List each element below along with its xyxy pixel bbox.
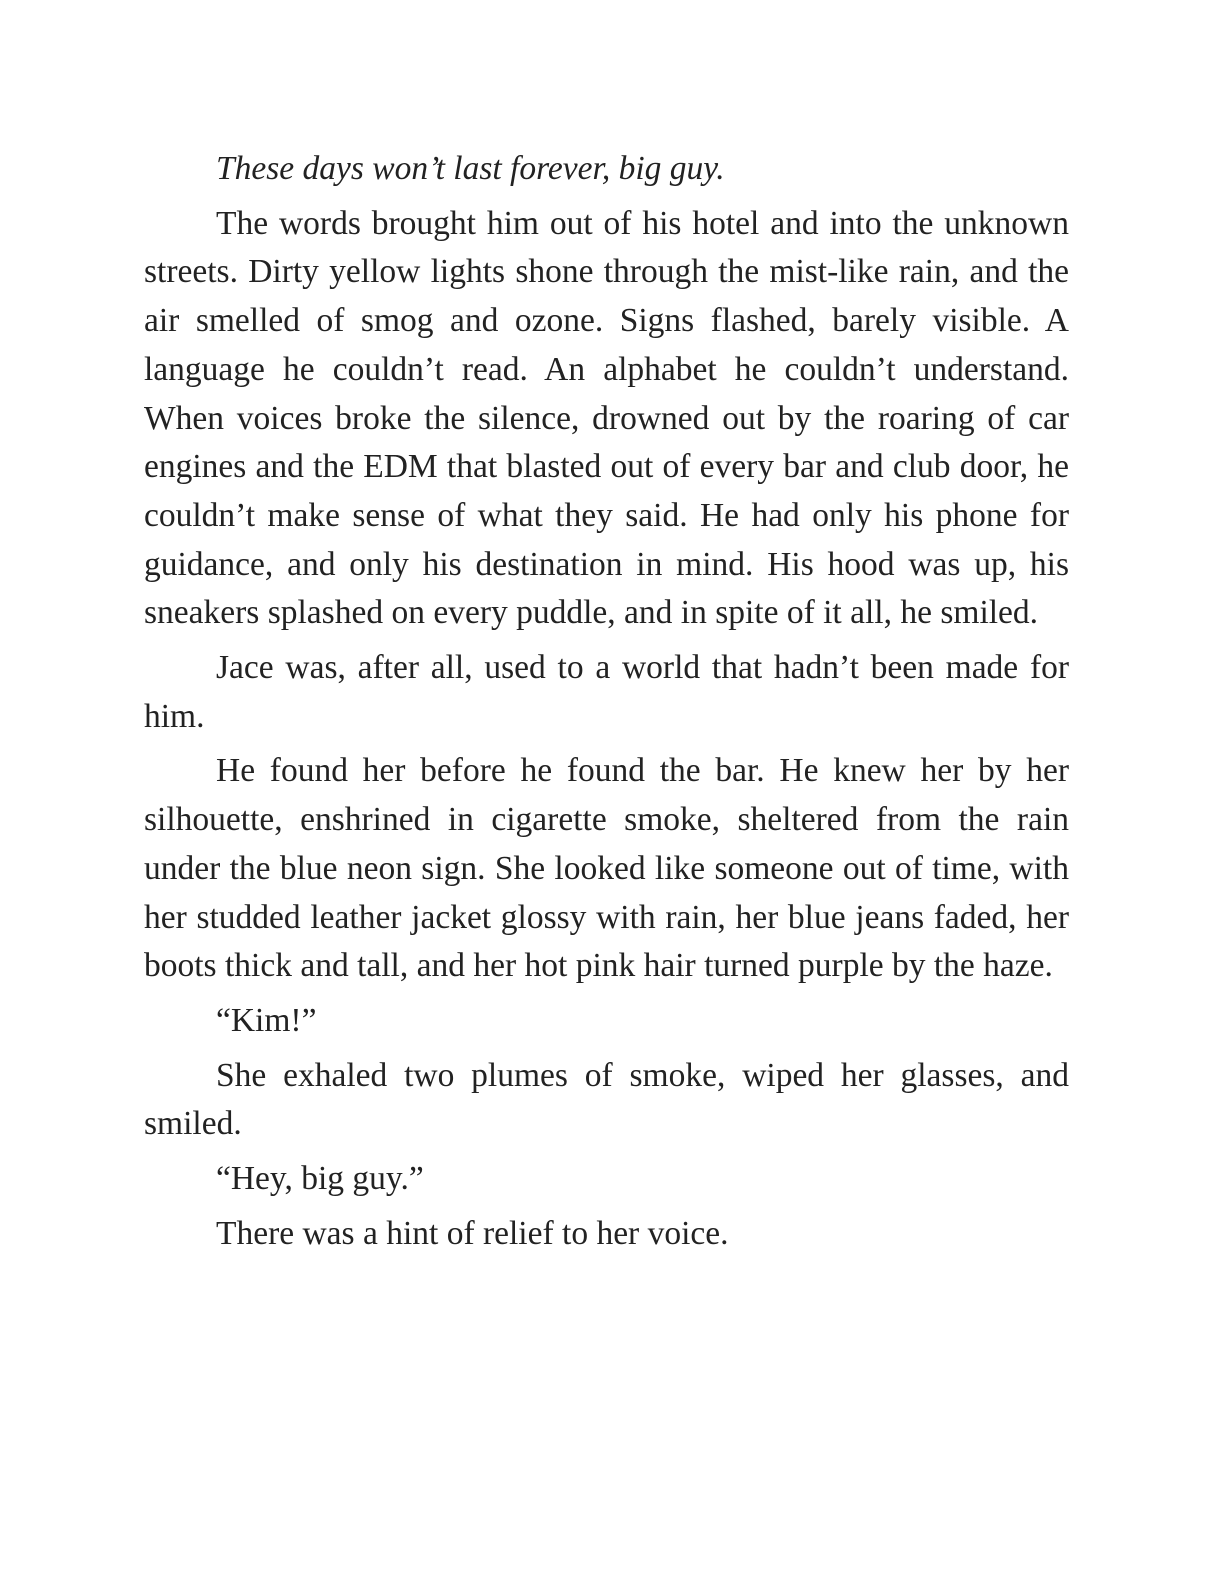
paragraph-dialogue-kim: “Kim!”: [216, 1001, 317, 1039]
paragraph-exhaled: She exhaled two plumes of smoke, wiped her glasses, and smiled.: [144, 1056, 1069, 1143]
page-body: [144, 145, 1069, 1258]
paragraph-jace: Jace was, after all, used to a world that hadn’t been made for him.: [144, 649, 1069, 735]
paragraph-italic-thought: These days won’t last forever, big guy.: [216, 150, 725, 187]
paragraph-found-her: He found her before he found the bar. He knew her by her silhouette, enshrined in cigarette smoke, sheltered from the rain under the blue neon sign. She looked like someone out of time, with her studded leather jacket glossy with rain, her blue jeans faded, her boots thick and tall, and her hot pink hair turned purple by the haze.: [144, 752, 1069, 985]
paragraph-relief: There was a hint of relief to her voice.: [216, 1214, 729, 1252]
paragraph-dialogue-hey: “Hey, big guy.”: [216, 1160, 424, 1198]
paragraph-streets: The words brought him out of his hotel and into the unknown streets. Dirty yellow lights shone through the mist-like rain, and the air smelled of smog and ozone. Signs flashed, barely visible. A language he couldn’t read. An alphabet he couldn’t understand. When voices broke the silence, drowned out by the roaring of car engines and the EDM that blasted out of every bar and club door, he couldn’t make sense of what they said. He had only his phone for guidance, and only his destination in mind. His hood was up, his sneakers splashed on every puddle, and in spite of it all, he smiled.: [144, 204, 1069, 632]
